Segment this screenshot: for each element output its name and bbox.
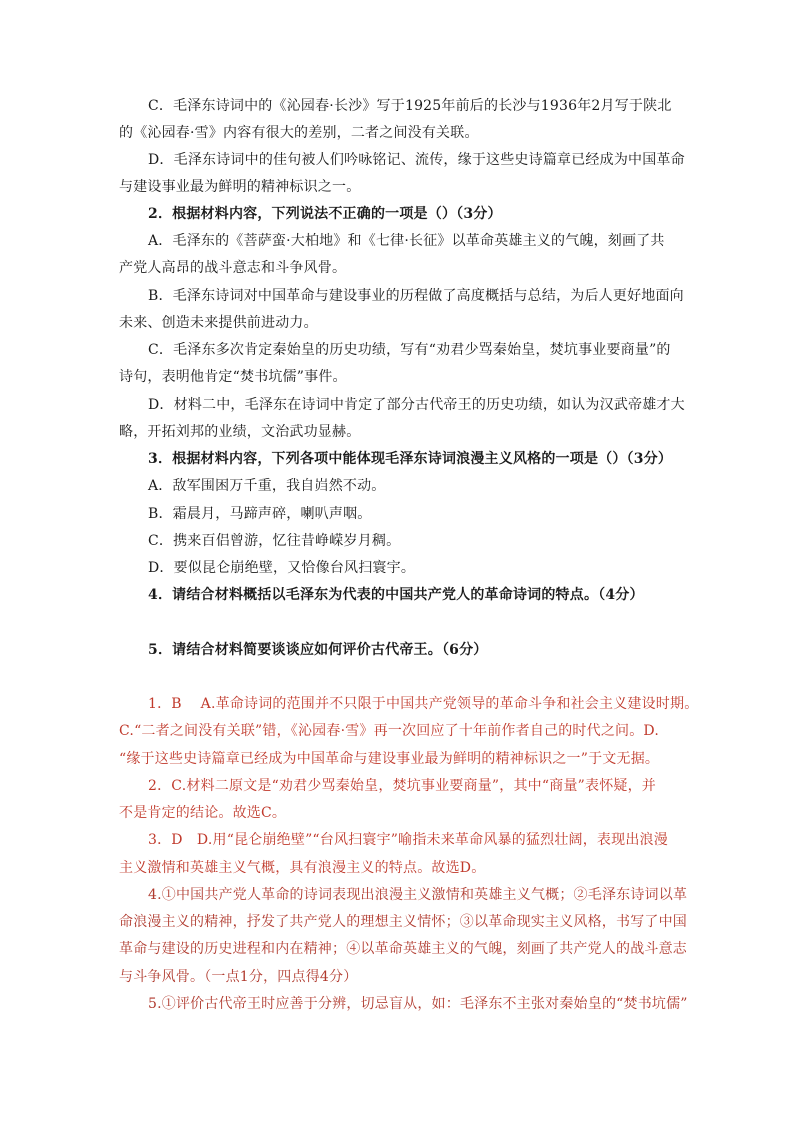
answer-1-line1: 1．B A.革命诗词的范围并不只限于中国共产党领导的革命斗争和社会主义建设时期。 xyxy=(148,696,699,712)
q2-option-c-line1: C．毛泽东多次肯定秦始皇的历史功绩，写有“劝君少骂秦始皇，焚坑事业要商量”的 xyxy=(148,342,671,358)
q2-option-d-line2: 略，开拓刘邦的业绩，文治武功显赫。 xyxy=(119,424,361,440)
q2-option-d-line1: D．材料二中，毛泽东在诗词中肯定了部分古代帝王的历史功绩，如认为汉武帝雄才大 xyxy=(148,397,685,413)
q2-option-b-line2: 未来、创造未来提供前进动力。 xyxy=(119,315,318,331)
q2-option-a-line2: 产党人高昂的战斗意志和斗争风骨。 xyxy=(119,260,347,276)
q2-option-c-line2: 诗句，表明他肯定“焚书坑儒”事件。 xyxy=(119,369,347,385)
q1-option-d-line1: D．毛泽东诗词中的佳句被人们吟咏铭记、流传，缘于这些史诗篇章已经成为中国革命 xyxy=(148,152,685,168)
answer-3-line2: 主义激情和英雄主义气概，具有浪漫主义的特点。故选D。 xyxy=(119,860,486,876)
answer-4-line1: 4.①中国共产党人革命的诗词表现出浪漫主义激情和英雄主义气概；②毛泽东诗词以革 xyxy=(148,887,688,903)
q2-stem: 2．根据材料内容，下列说法不正确的一项是（）（3分） xyxy=(148,206,502,222)
q5-stem: 5．请结合材料简要谈谈应如何评价古代帝王。（6分） xyxy=(148,642,488,658)
answer-2-line2: 不是肯定的结论。故选C。 xyxy=(119,805,287,821)
q3-option-d: D．要似昆仑崩绝壁，又恰像台风扫寰宇。 xyxy=(148,560,416,576)
q2-option-b-line1: B．毛泽东诗词对中国革命与建设事业的历程做了高度概括与总结，为后人更好地面向 xyxy=(148,288,684,304)
answer-1-line2: C.“二者之间没有关联”错，《沁园春·雪》再一次回应了十年前作者自己的时代之问。D. xyxy=(119,723,660,739)
answer-5-line1: 5.①评价古代帝王时应善于分辨，切忌盲从，如：毛泽东不主张对秦始皇的“焚书坑儒” xyxy=(148,996,688,1012)
q4-stem: 4．请结合材料概括以毛泽东为代表的中国共产党人的革命诗词的特点。（4分） xyxy=(148,587,644,603)
answer-3-line1: 3．D D.用“昆仑崩绝壁”“台风扫寰宇”喻指未来革命风暴的猛烈壮阔，表现出浪漫 xyxy=(148,832,668,848)
answer-4-line3: 革命与建设的历史进程和内在精神；④以革命英雄主义的气魄，刻画了共产党人的战斗意志 xyxy=(119,941,687,957)
q3-option-b: B．霜晨月，马蹄声碎，喇叭声咽。 xyxy=(148,506,372,522)
q2-option-a-line1: A．毛泽东的《菩萨蛮·大柏地》和《七律·长征》以革命英雄主义的气魄，刻画了共 xyxy=(148,233,665,249)
q1-option-c-line2: 的《沁园春·雪》内容有很大的差别，二者之间没有关联。 xyxy=(119,125,479,141)
q3-option-a: A．敌军围困万千重，我自岿然不动。 xyxy=(148,478,386,494)
answer-4-line4: 与斗争风骨。（一点1分，四点得4分） xyxy=(119,969,358,985)
answer-1-line3: “缘于这些史诗篇章已经成为中国革命与建设事业最为鲜明的精神标识之一”于文无据。 xyxy=(119,751,660,767)
answer-4-line2: 命浪漫主义的精神，抒发了共产党人的理想主义情怀；③以革命现实主义风格，书写了中国 xyxy=(119,914,687,930)
q1-option-c-line1: C．毛泽东诗词中的《沁园春·长沙》写于1925年前后的长沙与1936年2月写于陕北 xyxy=(148,98,672,114)
answer-2-line1: 2．C.材料二原文是“劝君少骂秦始皇，焚坑事业要商量”，其中“商量”表怀疑，并 xyxy=(148,778,656,794)
q3-option-c: C．携来百侣曾游，忆往昔峥嵘岁月稠。 xyxy=(148,533,401,549)
q1-option-d-line2: 与建设事业最为鲜明的精神标识之一。 xyxy=(119,179,361,195)
q3-stem: 3．根据材料内容，下列各项中能体现毛泽东诗词浪漫主义风格的一项是（）（3分） xyxy=(148,451,673,467)
